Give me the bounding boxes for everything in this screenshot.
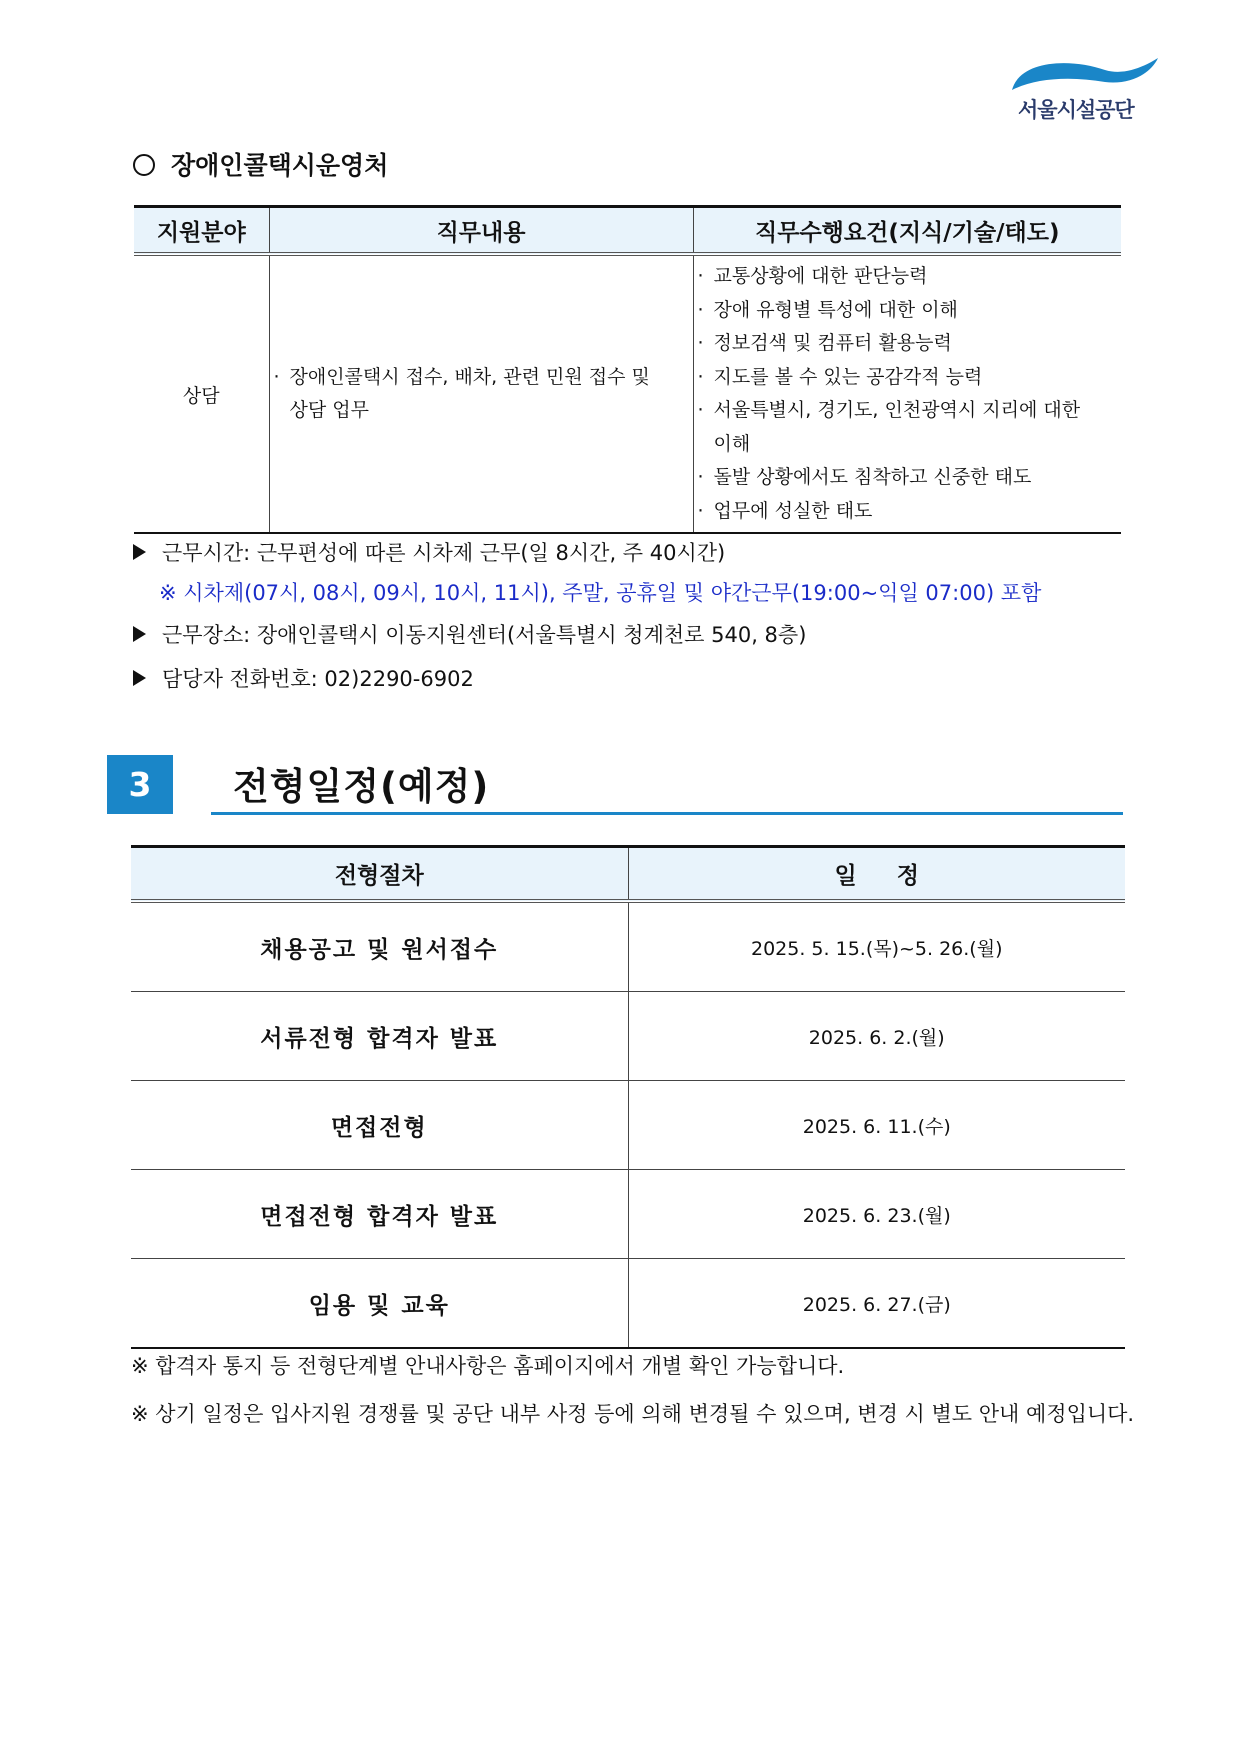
contact-text: 담당자 전화번호: 02)2290-6902 bbox=[162, 667, 474, 691]
schedule-table bbox=[131, 845, 1125, 1349]
schedule-header bbox=[131, 847, 1125, 902]
requirement-item: 장애 유형별 특성에 대한 이해 bbox=[713, 298, 958, 321]
duty-line: 상담 업무 bbox=[289, 399, 369, 421]
work-hours-line bbox=[133, 537, 725, 567]
header-date: 일 정 bbox=[628, 847, 1125, 902]
job-table-row bbox=[134, 254, 1121, 533]
logo-wave-icon bbox=[1010, 50, 1160, 100]
duty-cell: · 장애인콜택시 접수, 배차, 관련 민원 접수 및 상담 업무 bbox=[269, 254, 693, 533]
triangle-bullet-icon bbox=[133, 670, 146, 686]
location-line bbox=[133, 619, 806, 649]
work-hours-text: 근무시간: 근무편성에 따른 시차제 근무(일 8시간, 주 40시간) bbox=[162, 541, 726, 565]
step-cell: 임용 및 교육 bbox=[131, 1259, 628, 1349]
note-line: ※ 합격자 통지 등 전형단계별 안내사항은 홈페이지에서 개별 확인 가능합니다. bbox=[131, 1354, 845, 1378]
header-step: 전형절차 bbox=[131, 847, 628, 902]
step-cell: 면접전형 합격자 발표 bbox=[131, 1170, 628, 1259]
header-requirements: 직무수행요건(지식/기술/태도) bbox=[693, 207, 1121, 255]
logo-text: 서울시설공단 bbox=[1018, 98, 1134, 122]
job-table-header bbox=[134, 207, 1121, 255]
section-underline bbox=[211, 812, 1123, 815]
requirement-item: 업무에 성실한 태도 bbox=[713, 499, 873, 522]
requirement-item: 서울특별시, 경기도, 인천광역시 지리에 대한 bbox=[713, 399, 1081, 421]
requirements-cell: · 교통상황에 대한 판단능력 · 장애 유형별 특성에 대한 이해 · 정보검색 및 컴퓨터 활용능력 · 지도를 볼 수 있는 공감각적 능력 · 서울특별시, 경기도, 인천광역시 지리에 대한 이해 · 돌발 상황에서도 침착하고 신중한 태도 · 업무에 성실한 태도 bbox=[693, 254, 1121, 533]
company-logo bbox=[1010, 50, 1160, 130]
field-cell: 상담 bbox=[134, 254, 269, 533]
contact-line bbox=[133, 663, 474, 693]
section-3-title: 전형일정(예정) bbox=[233, 765, 490, 808]
note-line: ※ 상기 일정은 입사지원 경쟁률 및 공단 내부 사정 등에 의해 변경될 수 있으며, 변경 시 별도 안내 예정입니다. bbox=[131, 1402, 1135, 1426]
requirement-item: 교통상황에 대한 판단능력 bbox=[713, 265, 928, 287]
requirement-item: 지도를 볼 수 있는 공감각적 능력 bbox=[713, 365, 983, 388]
date-cell: 2025. 6. 27.(금) bbox=[628, 1259, 1125, 1349]
date-cell: 2025. 6. 23.(월) bbox=[628, 1170, 1125, 1259]
date-cell: 2025. 5. 15.(목)~5. 26.(월) bbox=[628, 901, 1125, 992]
schedule-row bbox=[131, 992, 1125, 1081]
step-cell: 면접전형 bbox=[131, 1081, 628, 1170]
requirement-item: 정보검색 및 컴퓨터 활용능력 bbox=[713, 332, 952, 354]
shift-note: ※ 시차제(07시, 08시, 09시, 10시, 11시), 주말, 공휴일 및 야간근무(19:00~익일 07:00) 포함 bbox=[159, 581, 1042, 605]
requirement-item: 돌발 상황에서도 침착하고 신중한 태도 bbox=[713, 466, 1032, 488]
header-field: 지원분야 bbox=[134, 207, 269, 255]
section-heading bbox=[133, 146, 388, 182]
requirement-item: 이해 bbox=[713, 432, 751, 455]
schedule-row bbox=[131, 1081, 1125, 1170]
step-cell: 서류전형 합격자 발표 bbox=[131, 992, 628, 1081]
triangle-bullet-icon bbox=[133, 544, 146, 560]
section-number-box: 3 bbox=[107, 755, 173, 814]
location-text: 근무장소: 장애인콜택시 이동지원센터(서울특별시 청계천로 540, 8층) bbox=[162, 623, 807, 647]
schedule-row bbox=[131, 901, 1125, 992]
job-table bbox=[134, 205, 1121, 534]
duty-line: 장애인콜택시 접수, 배차, 관련 민원 접수 및 bbox=[289, 366, 650, 388]
date-cell: 2025. 6. 11.(수) bbox=[628, 1081, 1125, 1170]
circle-bullet-icon bbox=[133, 154, 155, 176]
schedule-row bbox=[131, 1259, 1125, 1349]
section-title: 장애인콜택시운영처 bbox=[171, 151, 389, 180]
schedule-row bbox=[131, 1170, 1125, 1259]
triangle-bullet-icon bbox=[133, 626, 146, 642]
date-cell: 2025. 6. 2.(월) bbox=[628, 992, 1125, 1081]
header-duty: 직무내용 bbox=[269, 207, 693, 255]
step-cell: 채용공고 및 원서접수 bbox=[131, 901, 628, 992]
